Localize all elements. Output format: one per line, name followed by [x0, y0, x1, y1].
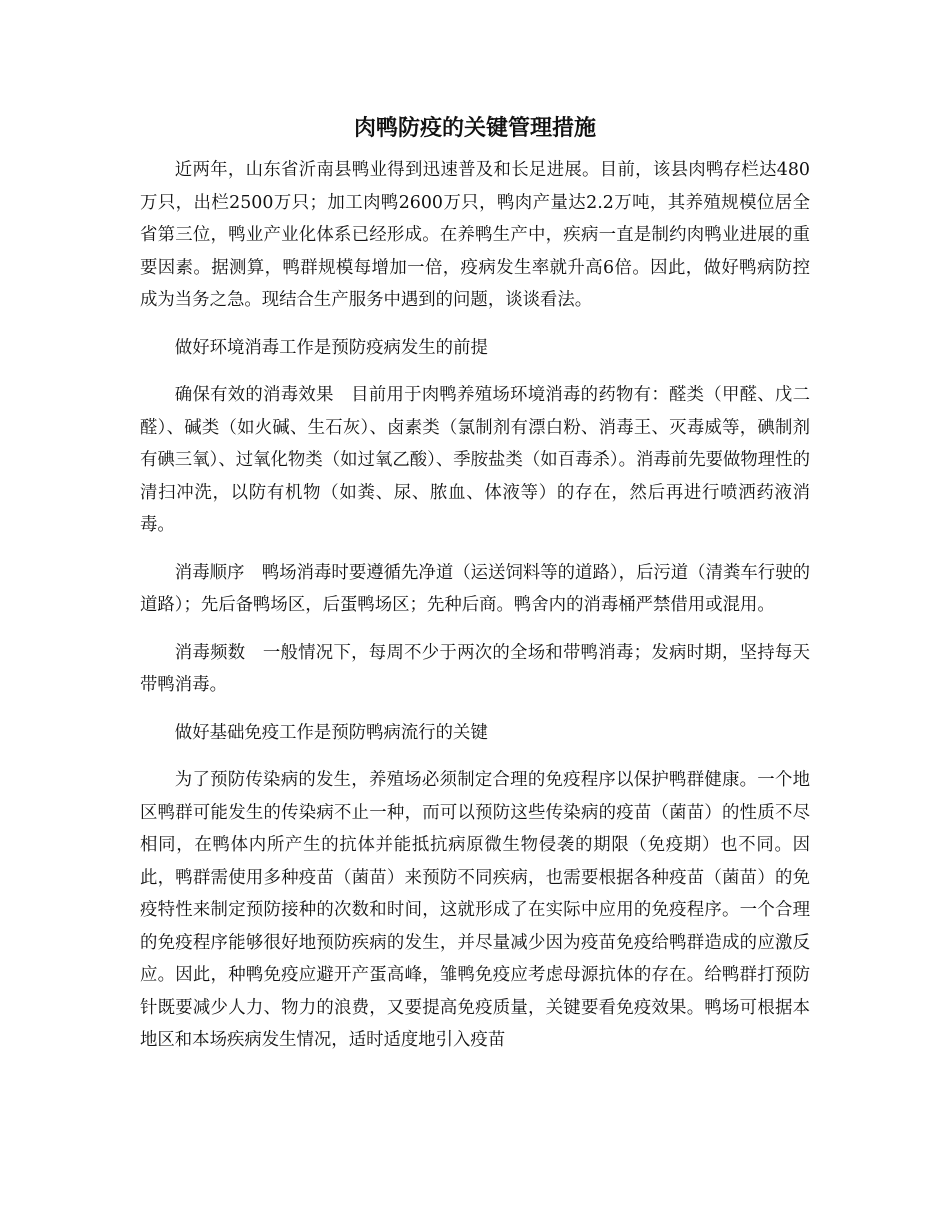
paragraph-text: 为了预防传染病的发生，养殖场必须制定合理的免疫程序以保护鸭群健康。一个地区鸭群可能发生的传染病不止一种，而可以预防这些传染病的疫苗（菌苗）的性质不尽相同，在鸭体内所产生的抗体并能抵抗病原微生物侵袭的期限（免疫期）也不同。因此，鸭群需使用多种疫苗（菌苗）来预防不同疾病，也需要根据各种疫苗（菌苗）的免疫特性来制定预防接种的次数和时间，这就形成了在实际中应用的免疫程序。一个合理的免疫程序能够很好地预防疾病的发生，并尽量减少因为疫苗免疫给鸭群造成的应激反应。因此，种鸭免疫应避开产蛋高峰，雏鸭免疫应考虑母源抗体的存在。给鸭群打预防针既要减少人力、物力的浪费，又要提高免疫质量，关键要看免疫效果。鸭场可根据本地区和本场疾病发生情况，适时适度地引入疫苗	[140, 770, 810, 1050]
paragraph-lead: 消毒顺序	[174, 562, 245, 583]
paragraph-immunization	[140, 764, 810, 1057]
section-heading-disinfection	[140, 332, 810, 365]
paragraph-disinfection-frequency	[140, 637, 810, 702]
paragraph-disinfection-effect	[140, 379, 810, 542]
paragraph-lead: 确保有效的消毒效果	[174, 385, 334, 405]
paragraph-lead: 消毒频数	[174, 642, 246, 663]
document-page	[140, 110, 810, 1057]
paragraph-disinfection-order	[140, 557, 810, 622]
section-heading-text: 做好基础免疫工作是预防鸭病流行的关键	[174, 722, 488, 743]
paragraph-text: 一般情况下，每周不少于两次的全场和带鸭消毒；发病时期，坚持每天带鸭消毒。	[140, 642, 810, 695]
document-title: 肉鸭防疫的关键管理措施	[353, 116, 596, 141]
paragraph-text: 鸭场消毒时要遵循先净道（运送饲料等的道路），后污道（清粪车行驶的道路）；先后备鸭场区，后蛋鸭场区；先种后商。鸭舍内的消毒桶严禁借用或混用。	[140, 562, 810, 615]
paragraph-text: 目前用于肉鸭养殖场环境消毒的药物有：醛类（甲醛、戊二醛）、碱类（如火碱、生石灰）、卤素类（氯制剂有漂白粉、消毒王、灭毒威等，碘制剂有碘三氧）、过氧化物类（如过氧乙酸）、季胺盐类（如百毒杀）。消毒前先要做物理性的清扫冲洗，以防有机物（如粪、尿、脓血、体液等）的存在，然后再进行喷洒药液消毒。	[140, 385, 810, 535]
section-heading-immunization	[140, 717, 810, 750]
paragraph-text: 近两年，山东省沂南县鸭业得到迅速普及和长足进展。目前，该县肉鸭存栏达480万只，出栏2500万只；加工肉鸭2600万只，鸭肉产量达2.2万吨，其养殖规模位居全省第三位，鸭业产业化体系已经形成。在养鸭生产中，疾病一直是制约肉鸭业进展的重要因素。据测算，鸭群规模每增加一倍，疫病发生率就升高6倍。因此，做好鸭病防控成为当务之急。现结合生产服务中遇到的问题，谈谈看法。	[140, 160, 810, 310]
paragraph-intro	[140, 154, 810, 317]
section-heading-text: 做好环境消毒工作是预防疫病发生的前提	[174, 337, 488, 358]
